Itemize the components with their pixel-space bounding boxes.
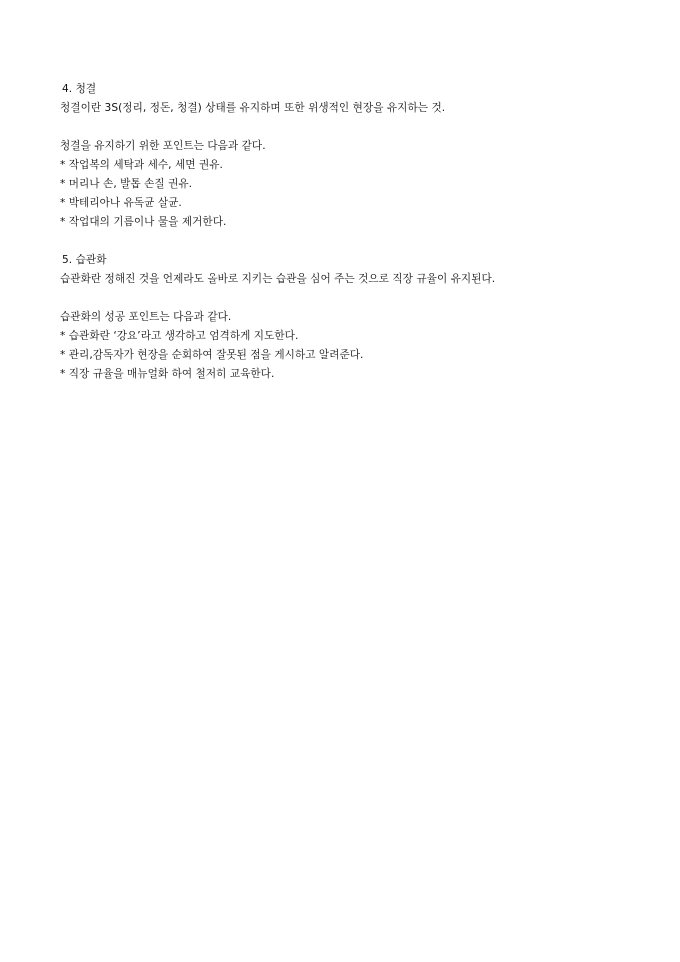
section-heading-habituation: 5. 습관화 [62,254,107,266]
bullet-item: * 박테리아나 유독균 살균. [60,197,182,209]
bullet-item: * 작업대의 기름이나 물을 제거한다. [60,216,227,228]
spacer [60,118,650,137]
points-intro-cleanliness: 청결을 유지하기 위한 포인트는 다음과 같다. [60,140,266,152]
bullet-item: * 작업복의 세탁과 세수, 세면 권유. [60,159,223,171]
bullet-item: * 습관화란 ‘강요’라고 생각하고 엄격하게 지도한다. [60,330,299,342]
bullet-item: * 직장 규율을 매뉴얼화 하여 철저히 교육한다. [60,368,275,380]
bullet-item: * 관리,감독자가 현장을 순회하여 잘못된 점을 게시하고 알려준다. [60,349,364,361]
spacer [60,289,650,308]
points-intro-habituation: 습관화의 성공 포인트는 다음과 같다. [60,311,232,323]
section-definition-cleanliness: 청결이란 3S(정리, 정돈, 청결) 상태를 유지하며 또한 위생적인 현장을 유지하는 것. [60,102,446,114]
section-heading-cleanliness: 4. 청결 [62,83,97,95]
section-definition-habituation: 습관화란 정해진 것을 언제라도 올바로 지키는 습관을 심어 주는 것으로 직장 규율이 유지된다. [60,273,496,285]
spacer [60,232,650,251]
document-body [60,80,650,384]
bullet-item: * 머리나 손, 발톱 손질 권유. [60,178,193,190]
